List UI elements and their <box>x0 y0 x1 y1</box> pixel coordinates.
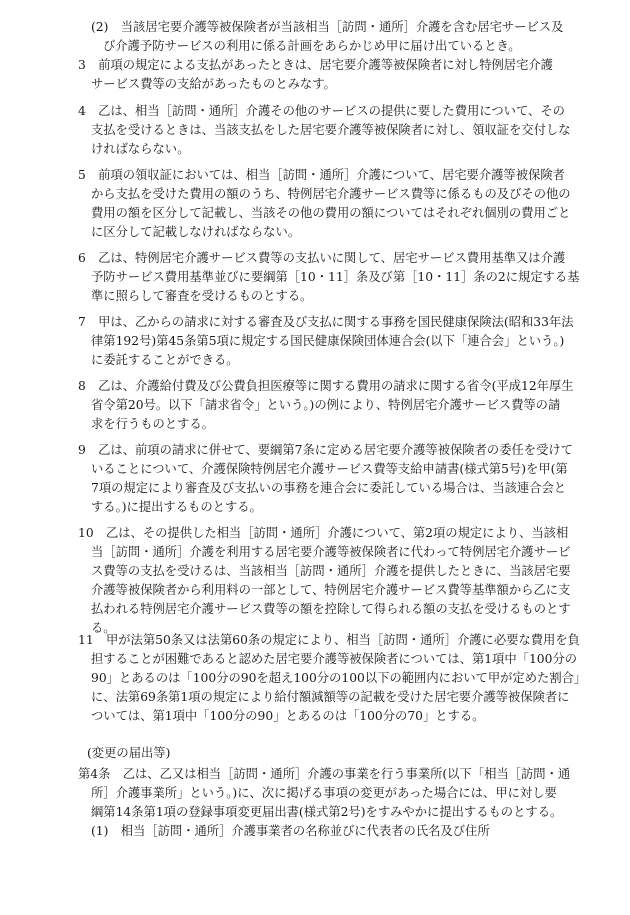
text-line: び介護予防サービスの利用に係る計画をあらかじめ甲に届け出ているとき。 <box>103 39 521 53</box>
text-line: 90」とあるのは「100分の90を超え100分の100以下の範囲内において甲が定めた割合」 <box>91 671 587 685</box>
text-line: に委託することができる。 <box>91 353 239 367</box>
text-line: ス費等の支払を受けるは、当該相当［訪問・通所］介護を提供したときに、当該居宅要 <box>91 564 571 578</box>
text-line: 介護等被保険者から利用料の一部として、特例居宅介護サービス費等基準額から乙に支 <box>91 583 571 597</box>
text-line: 7 甲は、乙からの請求に対する審査及び支払に関する事務を国民健康保険法(昭和33年法 <box>78 315 574 329</box>
text-line: 担することが困難であると認めた居宅要介護等被保険者については、第1項中「100分の <box>91 652 578 666</box>
text-line: サービス費等の支給があったものとみなす。 <box>91 77 336 91</box>
text-line: 6 乙は、特例居宅介護サービス費等の支払いに関して、居宅サービス費用基準又は介護 <box>78 251 566 265</box>
article-caption: (変更の届出等) <box>87 746 171 760</box>
text-line: 支払を受けるときは、当該支払をした居宅要介護等被保険者に対し、領収証を交付しな <box>91 123 571 137</box>
text-line: 3 前項の規定による支払があったときは、居宅要介護等被保険者に対し特例居宅介護 <box>78 58 553 72</box>
text-line: ついては、第1項中「100分の90」とあるのは「100分の70」とする。 <box>91 709 485 723</box>
text-line: 当［訪問・通所］介護を利用する居宅要介護等被保険者に代わって特例居宅介護サービ <box>91 545 571 559</box>
text-line: 5 前項の領収証においては、相当［訪問・通所］介護について、居宅要介護等被保険者 <box>78 168 565 182</box>
text-line: (2) 当該居宅要介護等被保険者が当該相当［訪問・通所］介護を含む居宅サービス及 <box>91 20 564 34</box>
text-line: 省令第20号。以下「請求省令」という。)の例により、特例居宅介護サービス費等の請 <box>91 398 561 412</box>
text-line: 4 乙は、相当［訪問・通所］介護その他のサービスの提供に要した費用について、その <box>78 104 565 118</box>
text-line: 7項の規定により審査及び支払いの事務を連合会に委託している場合は、当該連合会と <box>91 481 567 495</box>
text-line: 第4条 乙は、乙又は相当［訪問・通所］介護の事業を行う事業所(以下「相当［訪問・通 <box>78 767 571 781</box>
text-line: 11 甲が法第50条又は法第60条の規定により、相当［訪問・通所］介護に必要な費用を負 <box>78 633 580 647</box>
text-line: 準に照らして審査を受けるものとする。 <box>91 289 313 303</box>
text-line: 予防サービス費用基準並びに要綱第［10・11］条及び第［10・11］条の2に規定する基 <box>91 270 580 284</box>
text-line: 8 乙は、介護給付費及び公費負担医療等に関する費用の請求に関する省令(平成12年厚生 <box>78 379 574 393</box>
text-line: 所］介護事業所」という。)に、次に掲げる事項の変更があった場合には、甲に対し要 <box>91 786 557 800</box>
text-line: 費用の額を区分して記載し、当該その他の費用の額についてはそれぞれ個別の費用ごと <box>91 206 571 220</box>
text-line: 求を行うものとする。 <box>91 417 214 431</box>
text-line: いることについて、介護保険特例居宅介護サービス費等支給申請書(様式第5号)を甲(第 <box>91 462 568 476</box>
text-line: 9 乙は、前項の請求に併せて、要綱第7条に定める居宅要介護等被保険者の委任を受けて <box>78 443 573 457</box>
text-line: から支払を受けた費用の額のうち、特例居宅介護サービス費等に係るもの及びその他の <box>91 187 571 201</box>
text-line: に区分して記載しなければならない。 <box>91 225 301 239</box>
text-line: 10 乙は、その提供した相当［訪問・通所］介護について、第2項の規定により、当該相 <box>78 526 569 540</box>
text-line: 払われる特例居宅介護サービス費等の額を控除して得られる額の支払を受けるものとす <box>91 602 571 616</box>
text-line: ければならない。 <box>91 142 190 156</box>
text-line: する。)に提出するものとする。 <box>91 500 262 514</box>
text-line: に、法第69条第1項の規定により給付額減額等の記載を受けた居宅要介護等被保険者に <box>91 690 570 704</box>
list-item: (1) 相当［訪問・通所］介護事業者の名称並びに代表者の氏名及び住所 <box>91 824 490 838</box>
text-line: 律第192号)第45条第5項に規定する国民健康保険団体連合会(以下「連合会」という。) <box>91 334 565 348</box>
text-line: る。 <box>91 621 116 635</box>
text-line: 綱第14条第1項の登録事項変更届出書(様式第2号)をすみやかに提出するものとする。 <box>91 805 563 819</box>
